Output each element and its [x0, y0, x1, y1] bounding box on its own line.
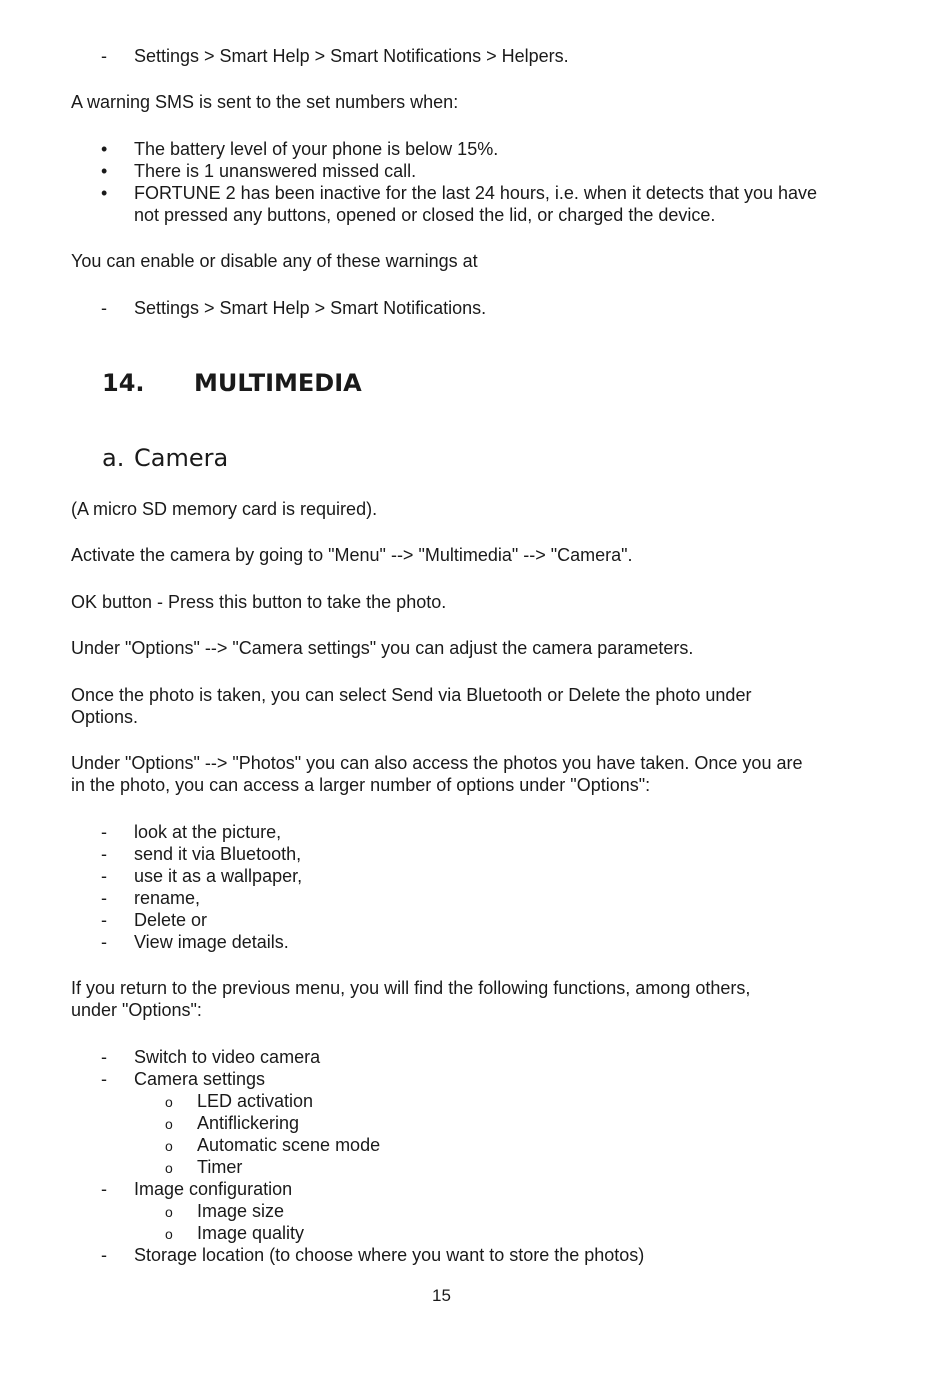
- list-item: FORTUNE 2 has been inactive for the last 24 hours, i.e. when it detects that you have: [134, 183, 818, 203]
- list-dash: -: [101, 298, 107, 318]
- list-item: Switch to video camera: [134, 1047, 321, 1067]
- sublist-item: Antiflickering: [197, 1113, 300, 1133]
- paragraph: under "Options":: [71, 1000, 202, 1020]
- list-bullet: •: [101, 183, 108, 203]
- list-item: Storage location (to choose where you want to store the photos): [134, 1245, 645, 1265]
- paragraph: Under "Options" --> "Camera settings" you can adjust the camera parameters.: [71, 638, 694, 658]
- paragraph: A warning SMS is sent to the set numbers when:: [71, 92, 459, 112]
- sublist-circle: o: [165, 1116, 173, 1132]
- sublist-circle: o: [165, 1138, 173, 1154]
- paragraph: (A micro SD memory card is required).: [71, 499, 378, 519]
- list-dash: -: [101, 866, 107, 886]
- list-bullet: •: [101, 161, 108, 181]
- sublist-item: LED activation: [197, 1091, 314, 1111]
- section-title: MULTIMEDIA: [194, 369, 362, 397]
- list-bullet: •: [101, 139, 108, 159]
- sublist-item: Image size: [197, 1201, 285, 1221]
- list-item: Settings > Smart Help > Smart Notifications > Helpers.: [134, 46, 569, 66]
- sublist-circle: o: [165, 1204, 173, 1220]
- list-item: Image configuration: [134, 1179, 293, 1199]
- list-item-continuation: not pressed any buttons, opened or closed the lid, or charged the device.: [134, 205, 716, 225]
- subsection-title: Camera: [134, 444, 229, 472]
- list-dash: -: [101, 844, 107, 864]
- sublist-circle: o: [165, 1226, 173, 1242]
- subsection-letter: a.: [102, 444, 125, 472]
- list-item: View image details.: [134, 932, 289, 952]
- list-item: look at the picture,: [134, 822, 282, 842]
- list-item: rename,: [134, 888, 201, 908]
- list-item: The battery level of your phone is below 15%.: [134, 139, 499, 159]
- list-dash: -: [101, 1047, 107, 1067]
- list-dash: -: [101, 1069, 107, 1089]
- list-dash: -: [101, 888, 107, 908]
- list-dash: -: [101, 1179, 107, 1199]
- paragraph: Options.: [71, 707, 139, 727]
- list-dash: -: [101, 46, 107, 66]
- paragraph: OK button - Press this button to take the photo.: [71, 592, 447, 612]
- sublist-circle: o: [165, 1160, 173, 1176]
- list-item: send it via Bluetooth,: [134, 844, 302, 864]
- list-dash: -: [101, 932, 107, 952]
- sublist-item: Timer: [197, 1157, 243, 1177]
- paragraph: If you return to the previous menu, you will find the following functions, among others,: [71, 978, 751, 998]
- paragraph: Under "Options" --> "Photos" you can also access the photos you have taken. Once you are: [71, 753, 803, 773]
- paragraph: Once the photo is taken, you can select Send via Bluetooth or Delete the photo under: [71, 685, 752, 705]
- sublist-item: Image quality: [197, 1223, 305, 1243]
- paragraph: in the photo, you can access a larger number of options under "Options":: [71, 775, 651, 795]
- list-dash: -: [101, 910, 107, 930]
- list-item: Delete or: [134, 910, 208, 930]
- section-number: 14.: [102, 369, 145, 397]
- list-item: use it as a wallpaper,: [134, 866, 303, 886]
- list-item: Settings > Smart Help > Smart Notifications.: [134, 298, 487, 318]
- sublist-circle: o: [165, 1094, 173, 1110]
- list-item: Camera settings: [134, 1069, 266, 1089]
- page-number: 15: [432, 1286, 451, 1305]
- list-dash: -: [101, 822, 107, 842]
- paragraph: You can enable or disable any of these warnings at: [71, 251, 478, 271]
- paragraph: Activate the camera by going to "Menu" --> "Multimedia" --> "Camera".: [71, 545, 633, 565]
- list-item: There is 1 unanswered missed call.: [134, 161, 417, 181]
- sublist-item: Automatic scene mode: [197, 1135, 381, 1155]
- list-dash: -: [101, 1245, 107, 1265]
